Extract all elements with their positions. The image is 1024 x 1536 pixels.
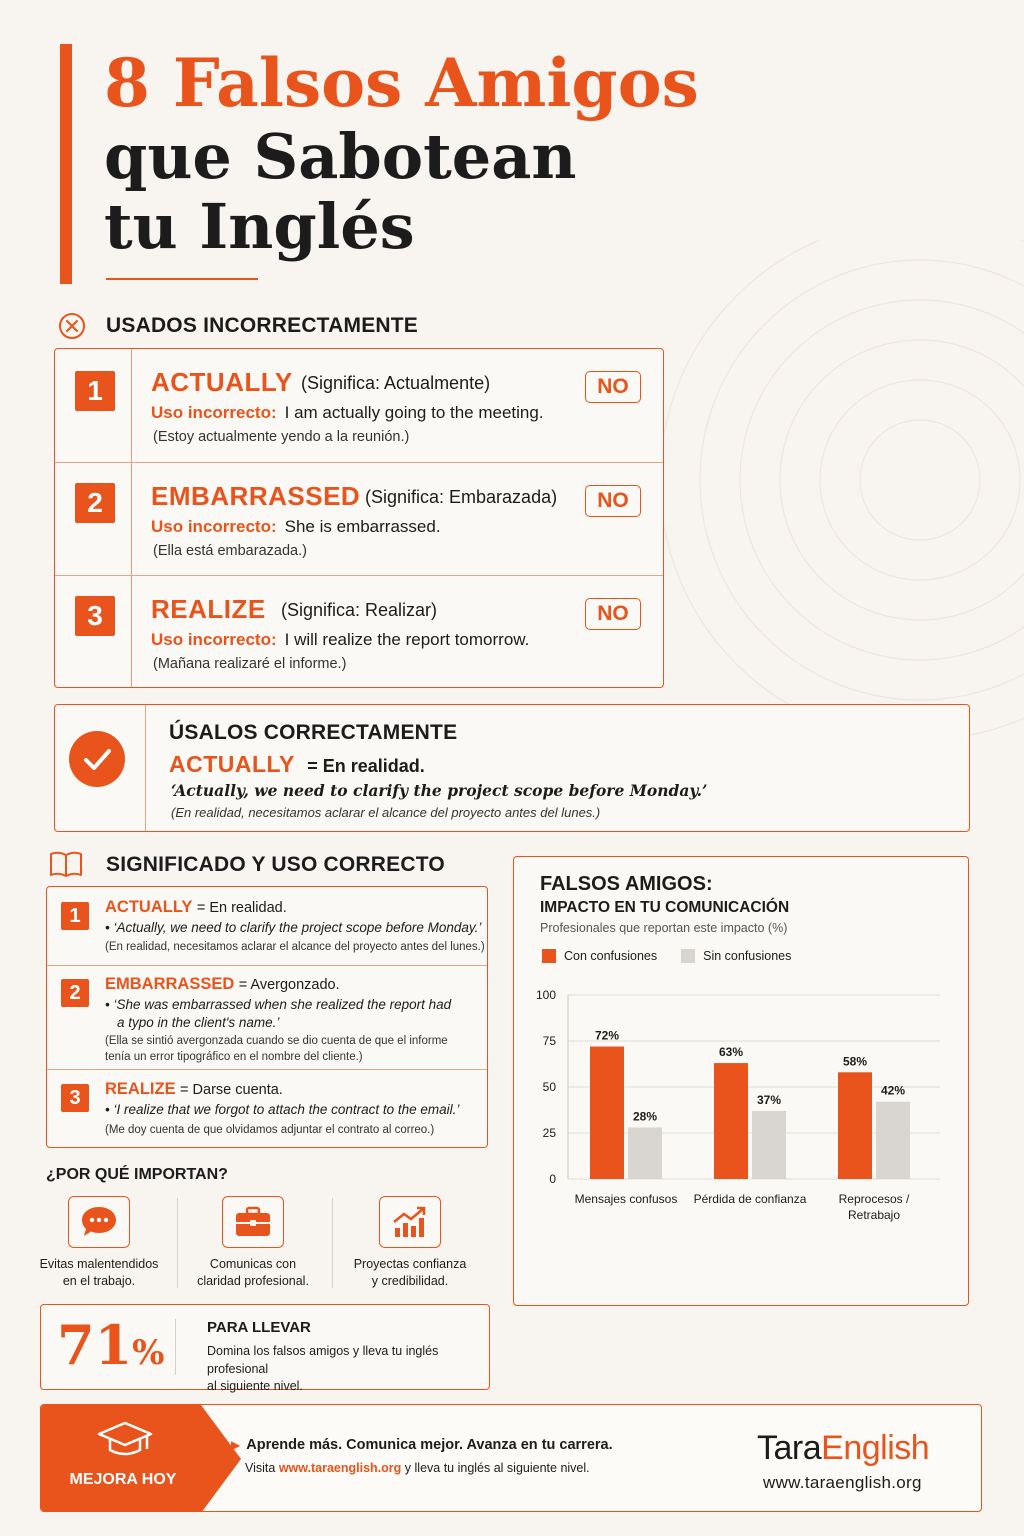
y-tick-label: 25 [542, 1126, 556, 1140]
wrong-usage-sentence: I am actually going to the meeting. [284, 403, 544, 422]
item-number: 1 [75, 371, 115, 411]
wrong-meaning: (Significa: Actualmente) [301, 373, 491, 393]
wrong-meaning: (Significa: Realizar) [281, 600, 438, 620]
wrong-item [55, 462, 663, 575]
bar-with-confusion [590, 1047, 624, 1179]
meaning-eq: = Darse cuenta. [180, 1082, 283, 1098]
why-text-line1: Comunicas con [209, 1257, 297, 1271]
bar-data-label: 63% [718, 1045, 744, 1060]
why-item [335, 1196, 485, 1290]
chat-bubble-icon [68, 1196, 130, 1248]
wrong-item [55, 349, 663, 462]
footer-visit-rest: y lleva tu inglés al siguiente nivel. [404, 1461, 590, 1475]
wrong-translation: (Ella está embarazada.) [153, 543, 307, 559]
takeaway-value: 71 [57, 1313, 133, 1377]
meaning-translation-cont: tenía un error tipográfico en el nombre del cliente.) [105, 1051, 363, 1063]
wrong-usage-line [151, 403, 544, 423]
meaning-word-line [105, 975, 340, 994]
footer-visit-line [245, 1461, 590, 1475]
bar-without-confusion [876, 1102, 910, 1179]
meaning-example-text: ‘I realize that we forgot to attach the contract to the email.’ [113, 1102, 460, 1117]
why-separator [332, 1198, 333, 1288]
title-underline [106, 278, 258, 280]
meaning-translation: (Ella se sintió avergonzada cuando se dio cuenta de que el informe [105, 1035, 448, 1047]
x-category-label: Retrabajo [847, 1208, 901, 1222]
correct-usage-heading: ÚSALOS CORRECTAMENTE [169, 721, 458, 744]
no-badge: NO [585, 485, 641, 517]
title-line-2: que Sabotean [104, 120, 577, 193]
x-circle-icon [58, 312, 86, 340]
check-circle-icon [69, 731, 125, 787]
wrong-usage-sentence: I will realize the report tomorrow. [284, 630, 530, 649]
meaning-item [47, 1069, 487, 1149]
why-text-line2: claridad profesional. [197, 1273, 309, 1288]
takeaway-stat [57, 1313, 164, 1377]
takeaway-box [40, 1304, 490, 1393]
wrong-usage-sentence: She is embarrassed. [284, 517, 441, 536]
title-line-3: tu Inglés [104, 190, 415, 263]
title-line-1: 8 Falsos Amigos [104, 44, 699, 122]
bar-data-label: 42% [880, 1083, 906, 1098]
brand-logo-a: Tara [757, 1429, 822, 1467]
legend-swatch-orange [542, 949, 556, 963]
footer-banner [40, 1404, 982, 1512]
meaning-example-text: ‘Actually, we need to clarify the project scope before Monday.’ [113, 920, 482, 935]
graduation-cap-icon [95, 1419, 155, 1459]
open-book-icon [48, 850, 84, 878]
meaning-item [47, 887, 487, 965]
wrong-usage-line [151, 630, 529, 650]
legend-swatch-gray [681, 949, 695, 963]
correct-translation: (En realidad, necesitamos aclarar el alcance del proyecto antes del lunes.) [171, 805, 601, 820]
wrong-usage-label: Uso incorrecto: [151, 630, 277, 649]
bar-without-confusion [628, 1127, 662, 1179]
item-number: 3 [75, 596, 115, 636]
chart-subtitle: IMPACTO EN TU COMUNICACIÓN [540, 899, 790, 916]
meaning-example: • ‘She was embarrassed when she realized the report had [105, 997, 452, 1012]
takeaway-line2: al siguiente nivel. [207, 1379, 303, 1393]
correct-word-line [169, 751, 425, 778]
brand-url[interactable]: www.taraenglish.org [763, 1473, 922, 1492]
meaning-word: EMBARRASSED [105, 975, 235, 993]
wrong-item [55, 575, 663, 688]
briefcase-icon [222, 1196, 284, 1248]
takeaway-line1: Domina los falsos amigos y lleva tu inglés profesional [207, 1344, 439, 1376]
footer-url-link[interactable]: www.taraenglish.org [278, 1461, 402, 1475]
item-number: 1 [61, 902, 89, 930]
x-category-label: Reprocesos / [838, 1192, 910, 1206]
title-accent-bar [60, 44, 72, 284]
bar-data-label: 72% [594, 1028, 620, 1043]
why-text-line2: y credibilidad. [371, 1273, 449, 1288]
bar-data-label: 28% [632, 1109, 658, 1124]
no-badge: NO [585, 371, 641, 403]
false-friend-word: ACTUALLY [151, 367, 293, 397]
bar-with-confusion [714, 1063, 748, 1179]
wrong-usage-label: Uso incorrecto: [151, 517, 277, 536]
bar-data-label: 58% [842, 1054, 868, 1069]
meaning-word: ACTUALLY [105, 898, 193, 916]
item-number: 2 [75, 483, 115, 523]
growth-chart-icon [379, 1196, 441, 1248]
y-tick-label: 75 [542, 1034, 556, 1048]
correct-example: ‘Actually, we need to clarify the project scope before Monday.’ [171, 781, 708, 800]
x-category-label: Pérdida de confianza [693, 1192, 807, 1206]
legend-label-1: Con confusiones [564, 949, 658, 963]
meaning-word-line [105, 898, 287, 917]
wrong-usage-label: Uso incorrecto: [151, 403, 277, 422]
meaning-box [46, 886, 488, 1148]
why-text-line1: Evitas malentendidos [39, 1257, 159, 1271]
meaning-heading: SIGNIFICADO Y USO CORRECTO [106, 853, 445, 876]
meaning-example-cont: a typo in the client's name.’ [117, 1015, 280, 1030]
footer-visit: Visita [245, 1461, 276, 1475]
meaning-item [47, 965, 487, 1069]
arrow-right-icon: ▶ [231, 1438, 241, 1452]
bar-with-confusion [838, 1072, 872, 1179]
meaning-word-line [105, 1080, 283, 1099]
bar-without-confusion [752, 1111, 786, 1179]
legend-label-2: Sin confusiones [703, 949, 792, 963]
y-tick-label: 100 [535, 988, 556, 1002]
wrong-usage-box [54, 348, 664, 688]
brand-logo [757, 1429, 929, 1468]
wrong-translation: (Mañana realizaré el informe.) [153, 656, 347, 672]
bar-data-label: 37% [756, 1092, 782, 1107]
footer-tagline-text: Aprende más. Comunica mejor. Avanza en tu carrera. [246, 1437, 613, 1453]
false-friend-word: EMBARRASSED [151, 481, 361, 511]
footer-cta[interactable]: MEJORA HOY [69, 1471, 177, 1488]
takeaway-text [207, 1343, 489, 1396]
meaning-example: • ‘Actually, we need to clarify the project scope before Monday.’ [105, 920, 482, 935]
footer-tagline [231, 1437, 613, 1453]
meaning-word: REALIZE [105, 1080, 176, 1098]
chart-legend [542, 949, 791, 963]
why-text-line1: Proyectas confianza [353, 1257, 467, 1271]
page-title [104, 44, 699, 266]
brand-logo-b: English [821, 1429, 930, 1467]
y-tick-label: 50 [542, 1080, 556, 1094]
takeaway-unit: % [132, 1333, 165, 1373]
item-number: 2 [61, 979, 89, 1007]
meaning-example-text: ‘She was embarrassed when she realized the report had [113, 997, 452, 1012]
chart-card [513, 856, 969, 1306]
chart-note: Profesionales que reportan este impacto (%) [540, 921, 788, 935]
takeaway-heading: PARA LLEVAR [207, 1319, 311, 1336]
false-friend-word: REALIZE [151, 594, 266, 624]
x-category-label: Mensajes confusos [574, 1192, 678, 1206]
y-tick-label: 0 [549, 1172, 556, 1186]
why-heading: ¿POR QUÉ IMPORTAN? [46, 1166, 228, 1183]
wrong-meaning: (Significa: Embarazada) [365, 487, 558, 507]
why-text-line2: en el trabajo. [62, 1273, 136, 1288]
why-item [24, 1196, 174, 1290]
wrong-usage-line [151, 517, 441, 537]
correct-meaning: = En realidad. [307, 756, 425, 776]
meaning-eq: = Avergonzado. [238, 977, 340, 993]
wrong-usage-heading: USADOS INCORRECTAMENTE [106, 314, 419, 337]
meaning-translation: (Me doy cuenta de que olvidamos adjuntar el contrato al correo.) [105, 1124, 435, 1136]
meaning-eq: = En realidad. [196, 900, 287, 916]
no-badge: NO [585, 598, 641, 630]
wrong-translation: (Estoy actualmente yendo a la reunión.) [153, 429, 410, 445]
correct-word: ACTUALLY [169, 751, 295, 777]
why-item [178, 1196, 328, 1290]
meaning-example: • ‘I realize that we forgot to attach the contract to the email.’ [105, 1102, 460, 1117]
chart-title: FALSOS AMIGOS: [540, 873, 713, 895]
bar-chart [514, 981, 970, 1231]
correct-usage-box [54, 704, 970, 832]
meaning-translation: (En realidad, necesitamos aclarar el alcance del proyecto antes del lunes.) [105, 941, 485, 953]
item-number: 3 [61, 1084, 89, 1112]
